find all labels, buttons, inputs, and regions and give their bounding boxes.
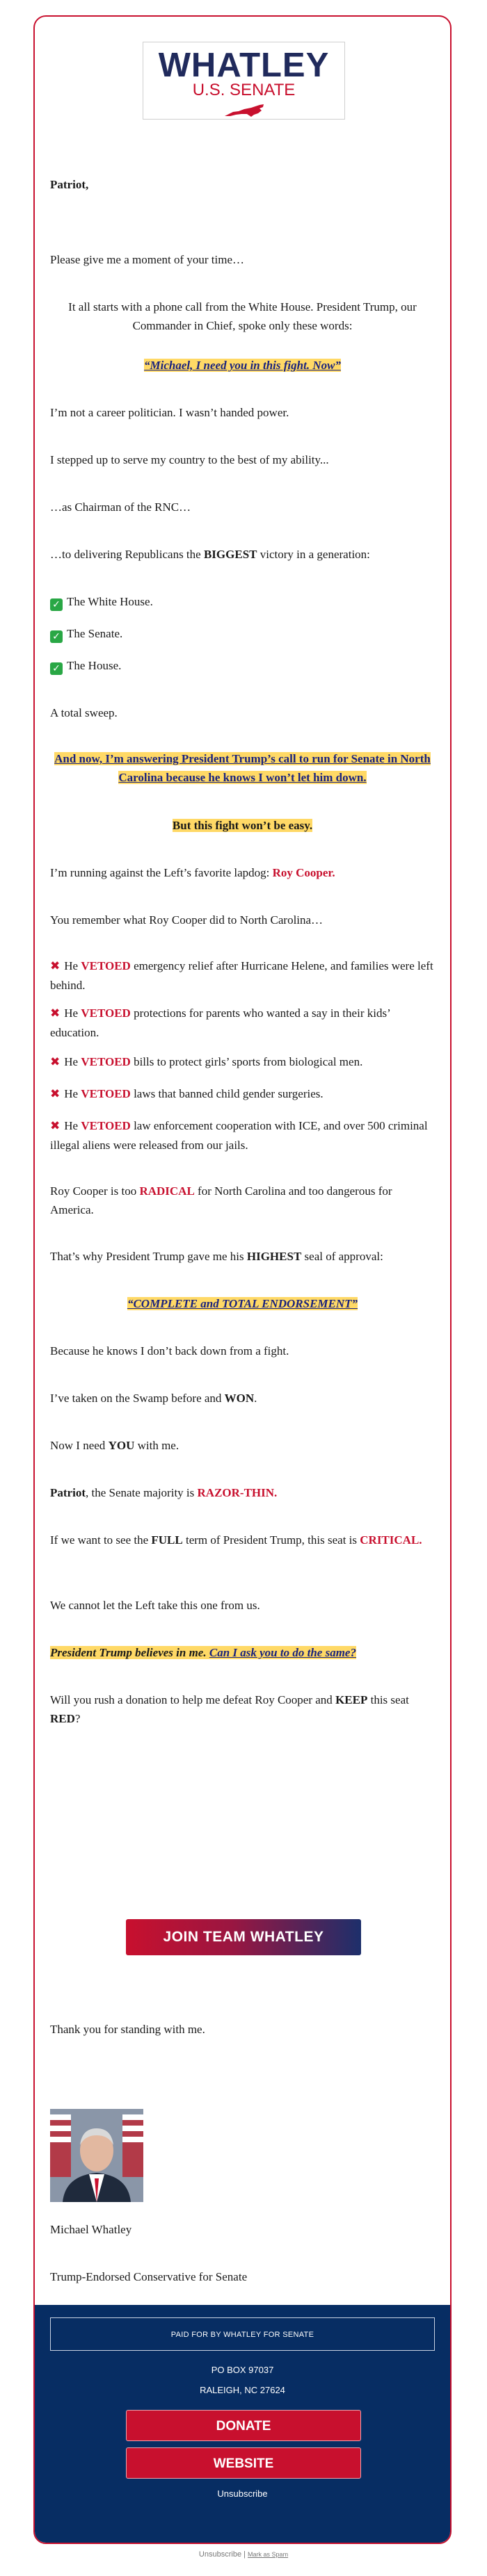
list-item: ✖ He VETOED law enforcement cooperation with ICE, and over 500 criminal illegal aliens were released from our jails. xyxy=(50,1119,428,1152)
list-item: ✖ He VETOED laws that banned child gender surgeries. xyxy=(50,1087,324,1101)
list-item: ✖ He VETOED protections for parents who wanted a say in their kids’ education. xyxy=(50,1006,390,1039)
candidate-photo xyxy=(50,2109,143,2202)
paid-for-disclaimer: PAID FOR BY WHATLEY FOR SENATE xyxy=(50,2317,435,2351)
donate-button[interactable]: DONATE xyxy=(126,2410,361,2441)
paragraph: You remember what Roy Cooper did to North Carolina… xyxy=(50,913,324,927)
paragraph: Patriot, the Senate majority is RAZOR-THIN. xyxy=(50,1486,278,1499)
unsubscribe-link[interactable]: Unsubscribe xyxy=(198,2550,242,2559)
paragraph: Will you rush a donation to help me defeat Roy Cooper and KEEP this seat RED? xyxy=(50,1693,409,1725)
paragraph: I stepped up to serve my country to the best of my ability... xyxy=(50,453,329,466)
campaign-logo xyxy=(143,42,345,120)
paragraph: …as Chairman of the RNC… xyxy=(50,500,191,514)
signature-name: Michael Whatley xyxy=(50,2223,132,2236)
paragraph: That’s why President Trump gave me his HIGHEST seal of approval: xyxy=(50,1250,383,1263)
paragraph: Now I need YOU with me. xyxy=(50,1439,179,1452)
paragraph: …to delivering Republicans the BIGGEST victory in a generation: xyxy=(50,548,370,561)
paragraph: It all starts with a phone call from the White House. President Trump, our Commander in Chief, spoke only these words: xyxy=(68,300,417,332)
paragraph: Please give me a moment of your time… xyxy=(50,253,245,266)
signature-title: Trump-Endorsed Conservative for Senate xyxy=(50,2270,248,2283)
paragraph: Roy Cooper is too RADICAL for North Carolina and too dangerous for America. xyxy=(50,1184,392,1216)
po-box: PO BOX 97037 xyxy=(211,2365,274,2375)
list-item: ✓ The House. xyxy=(50,656,435,675)
mark-as-spam-link[interactable]: Mark as Spam xyxy=(248,2551,289,2558)
bottom-links: Unsubscribe | Mark as Spam xyxy=(198,2550,289,2559)
x-mark-icon: ✖ xyxy=(50,959,61,973)
paragraph: Because he knows I don’t back down from a fight. xyxy=(50,1344,289,1358)
x-mark-icon: ✖ xyxy=(50,1087,61,1101)
paragraph: A total sweep. xyxy=(50,706,118,719)
paragraph: We cannot let the Left take this one from us. xyxy=(50,1599,260,1612)
endorsement-quote: “COMPLETE and TOTAL ENDORSEMENT” xyxy=(127,1297,358,1310)
callout-highlight: And now, I’m answering President Trump’s call to run for Senate in North Carolina because he knows I won’t let him down. xyxy=(54,752,431,784)
logo-name: WHATLEY xyxy=(158,47,330,84)
x-mark-icon: ✖ xyxy=(50,1006,61,1020)
website-button[interactable]: WEBSITE xyxy=(126,2447,361,2479)
footer xyxy=(35,2305,450,2543)
ask-line: President Trump believes in me. Can I ask you to do the same? xyxy=(50,1646,356,1659)
paragraph: I’ve taken on the Swamp before and WON. xyxy=(50,1392,257,1405)
paragraph: If we want to see the FULL term of President Trump, this seat is CRITICAL. xyxy=(50,1533,422,1547)
x-mark-icon: ✖ xyxy=(50,1119,61,1133)
logo-subtitle: U.S. SENATE xyxy=(192,81,296,99)
paragraph: I’m not a career politician. I wasn’t handed power. xyxy=(50,406,289,419)
x-mark-icon: ✖ xyxy=(50,1055,61,1069)
paragraph: Thank you for standing with me. xyxy=(50,2023,205,2036)
ask-link[interactable]: Can I ask you to do the same? xyxy=(209,1646,356,1659)
join-team-button[interactable]: JOIN TEAM WHATLEY xyxy=(126,1919,361,1955)
check-icon: ✓ xyxy=(50,662,63,675)
footer-unsubscribe-link[interactable]: Unsubscribe xyxy=(217,2488,268,2499)
greeting: Patriot, xyxy=(50,178,89,191)
trump-quote xyxy=(50,356,435,375)
check-icon: ✓ xyxy=(50,598,63,611)
list-item: ✖ He VETOED emergency relief after Hurricane Helene, and families were left behind. xyxy=(50,959,433,992)
email-card xyxy=(33,15,452,2544)
list-item: ✖ He VETOED bills to protect girls’ sports from biological men. xyxy=(50,1055,363,1069)
city-state: RALEIGH, NC 27624 xyxy=(200,2385,285,2395)
paragraph: I’m running against the Left’s favorite lapdog: Roy Cooper. xyxy=(50,866,335,879)
callout-highlight: But this fight won’t be easy. xyxy=(172,819,313,832)
quote-highlight: “Michael, I need you in this fight. Now” xyxy=(144,359,341,372)
check-icon: ✓ xyxy=(50,630,63,643)
north-carolina-icon xyxy=(143,102,344,121)
list-item: ✓ The White House. xyxy=(50,592,435,611)
list-item: ✓ The Senate. xyxy=(50,624,435,643)
